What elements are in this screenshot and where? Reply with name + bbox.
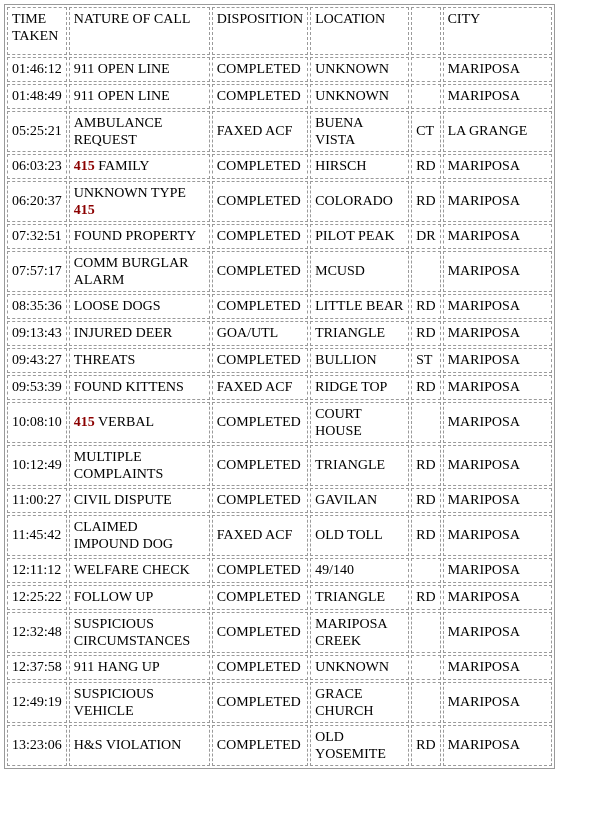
cell-time: 11:00:27 [7,488,67,513]
cell-location: LITTLE BEAR [310,294,409,319]
cell-disposition: COMPLETED [212,612,308,653]
cell-suffix: CT [411,111,440,152]
cell-time: 12:37:58 [7,655,67,680]
call-log [4,4,555,769]
header-city: CITY [443,7,552,55]
cell-city: MARIPOSA [443,57,552,82]
nature-text: FAMILY [94,159,150,174]
cell-nature [69,402,210,443]
cell-suffix: RD [411,585,440,610]
cell-time: 06:20:37 [7,181,67,222]
table-body [7,7,552,766]
cell-suffix: RD [411,725,440,766]
cell-nature: INJURED DEER [69,321,210,346]
table-row [7,515,552,556]
table-row [7,111,552,152]
cell-disposition: COMPLETED [212,294,308,319]
cell-location: UNKNOWN [310,84,409,109]
cell-city: MARIPOSA [443,558,552,583]
call-log-table [4,4,555,769]
table-row [7,251,552,292]
table-row [7,558,552,583]
cell-location: GAVILAN [310,488,409,513]
cell-nature: LOOSE DOGS [69,294,210,319]
cell-nature: 911 HANG UP [69,655,210,680]
cell-location: GRACE CHURCH [310,682,409,723]
cell-suffix: RD [411,375,440,400]
cell-suffix: DR [411,224,440,249]
cell-time: 07:57:17 [7,251,67,292]
cell-disposition: FAXED ACF [212,515,308,556]
table-row [7,57,552,82]
cell-disposition: COMPLETED [212,224,308,249]
cell-city: MARIPOSA [443,251,552,292]
cell-suffix [411,251,440,292]
cell-disposition: COMPLETED [212,348,308,373]
cell-nature: COMM BURGLAR ALARM [69,251,210,292]
cell-time: 09:53:39 [7,375,67,400]
header-suffix [411,7,440,55]
cell-nature: H&S VIOLATION [69,725,210,766]
cell-disposition: COMPLETED [212,655,308,680]
cell-nature: 911 OPEN LINE [69,84,210,109]
table-row [7,321,552,346]
header-time [7,7,67,55]
table-row [7,655,552,680]
cell-city: MARIPOSA [443,294,552,319]
cell-city: MARIPOSA [443,655,552,680]
cell-location: COURT HOUSE [310,402,409,443]
cell-time: 06:03:23 [7,154,67,179]
nature-text: UNKNOWN TYPE [73,185,186,201]
cell-city: MARIPOSA [443,84,552,109]
cell-nature: AMBULANCE REQUEST [69,111,210,152]
cell-nature: SUSPICIOUS VEHICLE [69,682,210,723]
cell-disposition: COMPLETED [212,57,308,82]
nature-text: VERBAL [94,415,155,430]
table-row [7,224,552,249]
cell-suffix: RD [411,181,440,222]
table-row [7,84,552,109]
cell-location: TRIANGLE [310,585,409,610]
cell-location: OLD TOLL [310,515,409,556]
cell-suffix: RD [411,321,440,346]
cell-suffix: ST [411,348,440,373]
cell-nature: 911 OPEN LINE [69,57,210,82]
cell-time: 10:12:49 [7,445,67,486]
call-code-highlight: 415 [73,415,95,430]
header-time-line2: TAKEN [12,29,59,44]
cell-nature: WELFARE CHECK [69,558,210,583]
table-row [7,488,552,513]
cell-location: COLORADO [310,181,409,222]
cell-suffix [411,558,440,583]
cell-suffix [411,84,440,109]
header-location: LOCATION [310,7,409,55]
cell-location: TRIANGLE [310,321,409,346]
cell-time: 10:08:10 [7,402,67,443]
cell-time: 12:11:12 [7,558,67,583]
header-time-line1: TIME [12,12,47,27]
cell-nature: THREATS [69,348,210,373]
cell-suffix [411,402,440,443]
cell-suffix: RD [411,294,440,319]
cell-city: MARIPOSA [443,402,552,443]
cell-nature [69,154,210,179]
cell-location: TRIANGLE [310,445,409,486]
cell-time: 11:45:42 [7,515,67,556]
table-row [7,402,552,443]
cell-city: LA GRANGE [443,111,552,152]
table-row [7,294,552,319]
cell-city: MARIPOSA [443,154,552,179]
table-row [7,612,552,653]
table-row [7,348,552,373]
cell-time: 01:46:12 [7,57,67,82]
cell-city: MARIPOSA [443,488,552,513]
cell-city: MARIPOSA [443,181,552,222]
cell-location: 49/140 [310,558,409,583]
cell-time: 09:13:43 [7,321,67,346]
cell-location: MCUSD [310,251,409,292]
cell-disposition: FAXED ACF [212,375,308,400]
cell-time: 08:35:36 [7,294,67,319]
cell-city: MARIPOSA [443,585,552,610]
cell-suffix: RD [411,488,440,513]
cell-location: RIDGE TOP [310,375,409,400]
cell-disposition: COMPLETED [212,402,308,443]
cell-location: UNKNOWN [310,655,409,680]
cell-disposition: COMPLETED [212,84,308,109]
cell-city: MARIPOSA [443,375,552,400]
header-row [7,7,552,55]
table-row [7,585,552,610]
cell-time: 01:48:49 [7,84,67,109]
cell-city: MARIPOSA [443,612,552,653]
cell-nature: FOLLOW UP [69,585,210,610]
call-code-highlight: 415 [73,159,95,174]
cell-time: 12:25:22 [7,585,67,610]
table-row [7,154,552,179]
cell-location: MARIPOSA CREEK [310,612,409,653]
cell-suffix [411,655,440,680]
table-row [7,181,552,222]
cell-city: MARIPOSA [443,725,552,766]
cell-disposition: COMPLETED [212,682,308,723]
cell-location: BUENA VISTA [310,111,409,152]
cell-suffix [411,612,440,653]
cell-nature: CIVIL DISPUTE [69,488,210,513]
cell-city: MARIPOSA [443,224,552,249]
cell-location: OLD YOSEMITE [310,725,409,766]
cell-suffix: RD [411,515,440,556]
cell-disposition: FAXED ACF [212,111,308,152]
cell-disposition: COMPLETED [212,725,308,766]
cell-disposition: COMPLETED [212,181,308,222]
cell-suffix: RD [411,154,440,179]
cell-city: MARIPOSA [443,321,552,346]
cell-city: MARIPOSA [443,445,552,486]
cell-suffix: RD [411,445,440,486]
table-row [7,682,552,723]
cell-time: 12:49:19 [7,682,67,723]
cell-location: PILOT PEAK [310,224,409,249]
cell-location: HIRSCH [310,154,409,179]
cell-nature: FOUND KITTENS [69,375,210,400]
cell-city: MARIPOSA [443,515,552,556]
cell-disposition: COMPLETED [212,488,308,513]
cell-nature: SUSPICIOUS CIRCUMSTANCES [69,612,210,653]
call-code-highlight: 415 [73,202,95,218]
cell-time: 05:25:21 [7,111,67,152]
cell-disposition: COMPLETED [212,445,308,486]
table-row [7,375,552,400]
cell-nature: MULTIPLE COMPLAINTS [69,445,210,486]
cell-nature [69,181,210,222]
cell-time: 13:23:06 [7,725,67,766]
cell-location: BULLION [310,348,409,373]
cell-city: MARIPOSA [443,682,552,723]
cell-disposition: COMPLETED [212,558,308,583]
cell-suffix [411,682,440,723]
cell-disposition: COMPLETED [212,251,308,292]
cell-nature: FOUND PROPERTY [69,224,210,249]
cell-time: 09:43:27 [7,348,67,373]
header-nature: NATURE OF CALL [69,7,210,55]
cell-suffix [411,57,440,82]
cell-disposition: GOA/UTL [212,321,308,346]
cell-time: 07:32:51 [7,224,67,249]
cell-location: UNKNOWN [310,57,409,82]
table-row [7,725,552,766]
header-disposition: DISPOSITION [212,7,308,55]
table-row [7,445,552,486]
cell-city: MARIPOSA [443,348,552,373]
cell-nature: CLAIMED IMPOUND DOG [69,515,210,556]
cell-disposition: COMPLETED [212,585,308,610]
cell-disposition: COMPLETED [212,154,308,179]
cell-time: 12:32:48 [7,612,67,653]
